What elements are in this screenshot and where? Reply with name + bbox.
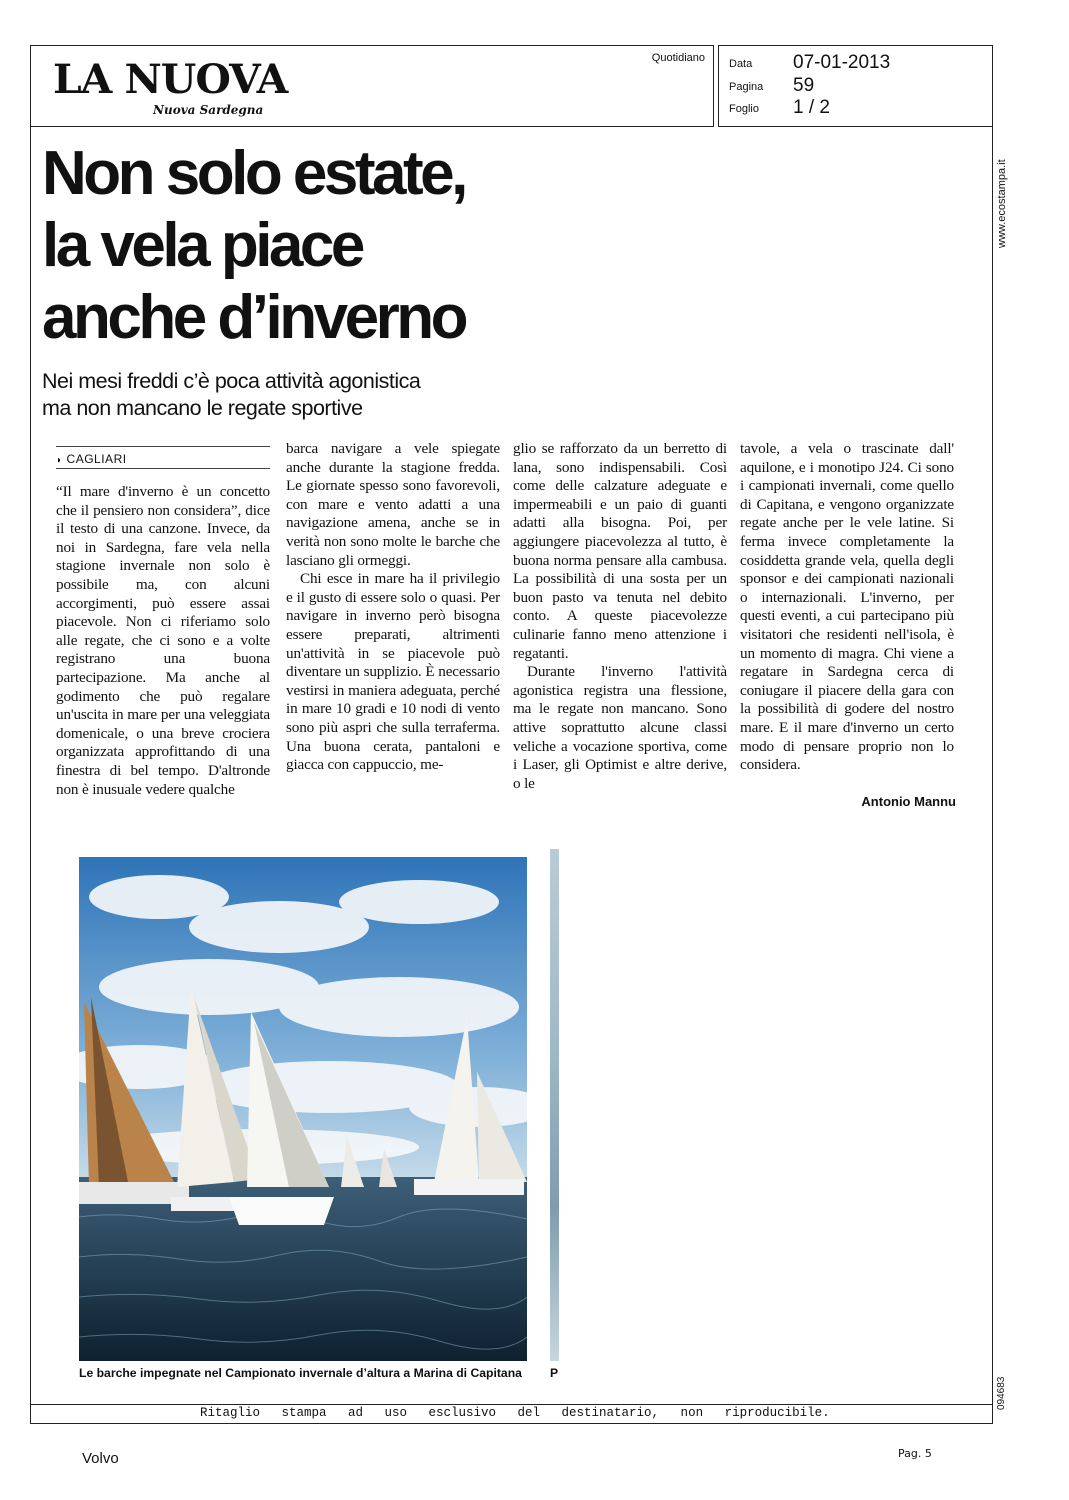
dateline-city: CAGLIARI <box>66 452 127 466</box>
author-byline: Antonio Mannu <box>861 794 956 809</box>
meta-sheet-label: Foglio <box>729 103 759 115</box>
article-column-3 <box>513 440 727 793</box>
meta-page-value: 59 <box>793 75 815 96</box>
dateline-marker-icon: ◗ <box>56 455 63 466</box>
sailing-regatta-photo <box>79 857 527 1361</box>
page-number: Pag. 5 <box>898 1447 932 1460</box>
publication-type: Quotidiano <box>651 52 705 64</box>
article-column-1 <box>56 440 270 799</box>
column-2-paragraph-1: barca navigare a vele spiegate anche durante la stagione fredda. Le giornate spesso sono favorevoli, con mare e vento adatti a una navigazione amena, anche se in verità non sono molte le barche che lasciano gli ormeggi. <box>286 440 500 569</box>
article-column-2 <box>286 440 500 775</box>
subhead-line-1: Nei mesi freddi c’è poca attività agonistica <box>42 369 421 393</box>
column-4-text: tavole, a vela o trascinate dall' aquilone, e i monotipo J24. Ci sono i campionati invernali, come quello di Capitana, e vengono organizzate regate anche per le vele latine. Si ferma invece completamente la cosiddetta grande vela, quella degli sponsor e dei campionati nazionali o internazionali. L'inverno, per questi eventi, a cui partecipano più visitatori che residenti nell'isola, è un momento di magra. Chi viene a regatare in Sardegna cerca di coniugare il piacere della gara con la possibilità di godere del nostro mare. E il mare d'inverno un certo modo di pensare proprio non lo considera. <box>740 440 954 774</box>
column-3-paragraph-1: glio se rafforzato da un berretto di lana, sono indispensabili. Così come delle calzature adeguate e impermeabili e un paio di guanti adatti alla bisogna. Poi, per aggiungere piacevolezza al tutto, è buona norma pensare alla cambusa. La possibilità di una sosta per un buon pasto va tenuta nel debito conto. A queste piacevolezze culinarie fanno meno attenzione i regatanti. <box>513 440 727 662</box>
article-subheadline <box>42 368 542 422</box>
issue-metadata <box>718 45 993 127</box>
article-column-4 <box>740 440 954 775</box>
photo-caption: Le barche impegnate nel Campionato invernale d’altura a Marina di Capitana <box>79 1366 522 1380</box>
headline-line-3: anche d’inverno <box>42 283 465 352</box>
newspaper-logo: LA NUOVA <box>53 56 288 103</box>
column-3-paragraph-2: Durante l'inverno l'attività agonistica registra una flessione, ma le regate non mancano. Sono attive soprattutto alcune classi veliche a vocazione sportiva, come i Laser, gli Optimist e altre derive, o le <box>513 663 727 792</box>
column-2-paragraph-2: Chi esce in mare ha il privilegio e il gusto di essere solo o quasi. Per navigare in inverno però bisogna essere preparati, altrimenti un'attività in se piacevole può diventare un supplizio. È necessario vestirsi in maniera adeguata, perché in mare 10 gradi e 10 nodi di vento sono più aspri che sulla terraferma. Una buona cerata, pantaloni e giacca con cappuccio, me- <box>286 570 500 774</box>
adjacent-photo-edge <box>550 849 559 1361</box>
masthead <box>30 45 714 127</box>
newspaper-logo-subtitle: Nuova Sardegna <box>153 103 264 117</box>
subhead-line-2: ma non mancano le regate sportive <box>42 396 363 420</box>
sailboats-illustration <box>79 857 527 1361</box>
column-1-text: “Il mare d'inverno è un concetto che il pensiero non considera”, dice il testo di una canzone. Invece, da noi in Sardegna, fare vela nella stagione invernale non solo è possibile ma, con alcuni accorgimenti, può essere assai piacevole. Non ci riferiamo solo alle regate, che ci sono e a volte registrano una buona partecipazione. Ma anche al godimento che può regalare un'uscita in mare per una veleggiata domenicale, o una breve crociera organizzata approfittando di una finestra di bel tempo. D'altronde non è inusuale vedere qualche <box>56 483 270 798</box>
press-agency-site: www.ecostampa.it <box>996 159 1008 248</box>
clipping-notice: Ritaglio stampa ad uso esclusivo del destinatario, non riproducibile. <box>200 1406 830 1420</box>
headline-line-1: Non solo estate, <box>42 139 465 208</box>
photo-credit: P <box>550 1366 559 1380</box>
meta-date-label: Data <box>729 58 753 70</box>
clipping-code: 094683 <box>996 1376 1007 1410</box>
headline-line-2: la vela piace <box>42 211 362 280</box>
meta-date-value: 07-01-2013 <box>793 52 891 73</box>
dateline <box>56 446 270 469</box>
meta-page-label: Pagina <box>729 81 764 93</box>
meta-sheet-value: 1 / 2 <box>793 97 830 118</box>
article-headline <box>42 138 562 354</box>
client-name: Volvo <box>82 1450 119 1467</box>
